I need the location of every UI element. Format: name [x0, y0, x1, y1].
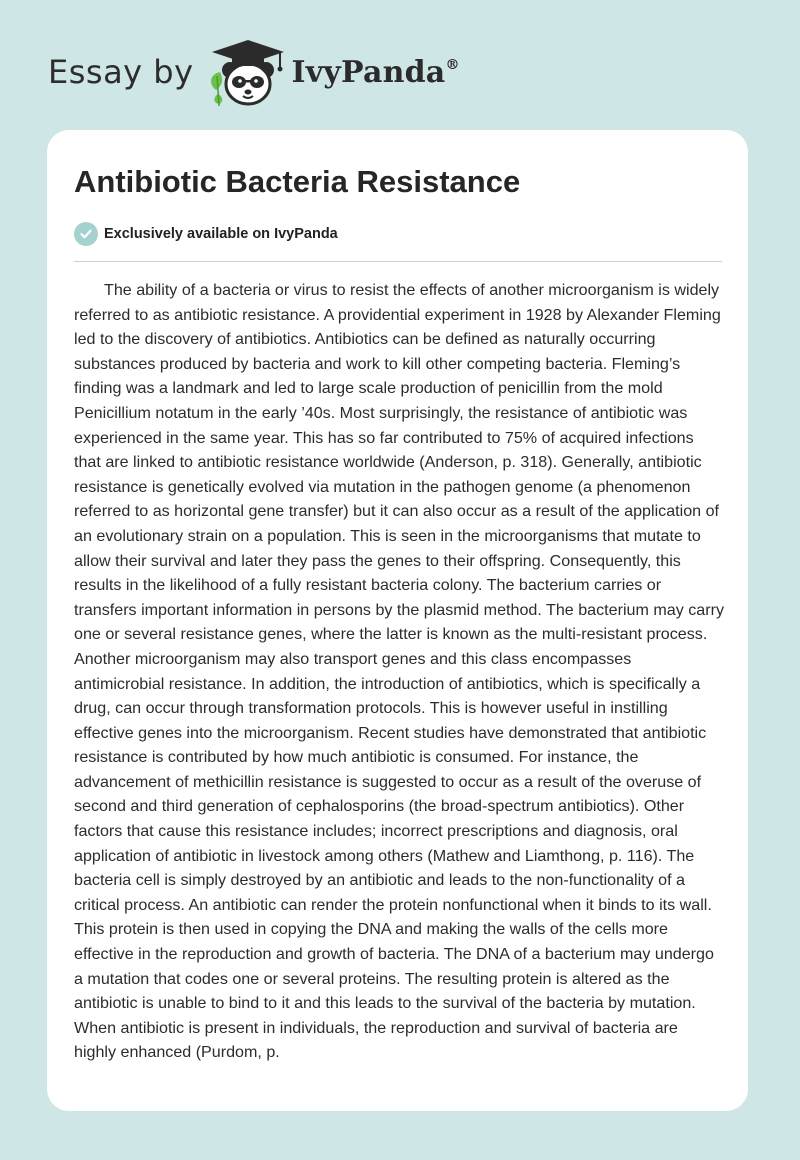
exclusive-badge	[74, 222, 338, 246]
essay-card	[47, 130, 748, 1111]
essay-by-label: Essay by	[48, 53, 194, 91]
site-header	[48, 36, 528, 108]
brand-name	[292, 55, 460, 90]
divider	[74, 261, 722, 262]
panda-graduate-icon	[206, 36, 290, 108]
check-circle-icon	[74, 222, 98, 246]
exclusive-badge-label: Exclusively available on IvyPanda	[104, 226, 338, 242]
essay-body: The ability of a bacteria or virus to resist the effects of another microorganism is widely referred to as antibiotic resistance. A providential experiment in 1928 by Alexander Fleming led to the discovery of antibiotics. Antibiotics can be defined as naturally occurring substances produced by bacteria and work to kill other competing bacteria. Fleming’s finding was a landmark and led to large scale production of penicillin from the mold Penicillium notatum in the early ’40s. Most surprisingly, the resistance of antibiotic was experienced in the same year. This has so far contributed to 75% of acquired infections that are linked to antibiotic resistance worldwide (Anderson, p. 318). Generally, antibiotic resistance is genetically evolved via mutation in the pathogen genome (a phenomenon referred to as horizontal gene transfer) but it can also occur as a result of the application of an evolutionary strain on a population. This is seen in the microorganisms that mutate to allow their survival and later they pass the genes to their offspring. Consequently, this results in the likelihood of a fully resistant bacteria colony. The bacterium carries or transfers important information in persons by the plasmid method. The bacterium may carry one or several resistance genes, where the latter is known as the multi-resistant process. Another microorganism may also transport genes and this class encompasses antimicrobial resistance. In addition, the introduction of antibiotics, which is specifically a drug, can occur through transformation protocols. This is however useful in instilling effective genes into the microorganism. Recent studies have demonstrated that antibiotic resistance is contributed by how much antibiotic is consumed. For instance, the advancement of methicillin resistance is suggested to occur as a result of the overuse of second and third generation of cephalosporins (the broad-spectrum antibiotics). Other factors that cause this resistance includes; incorrect prescriptions and diagnosis, oral application of antibiotic in livestock among others (Mathew and Liamthong, p. 116). The bacteria cell is simply destroyed by an antibiotic and leads to the non-functionality of a critical process. An antibiotic can render the protein nonfunctional when it binds to its wall. This protein is then used in copying the DNA and making the walls of the cells more effective in the reproduction and growth of bacteria. The DNA of a bacterium may undergo a mutation that codes one or several proteins. The resulting protein is altered as the antibiotic is unable to bind to it and this leads to the survival of the bacteria by mutation. When antibiotic is present in individuals, the reproduction and survival of bacteria are highly enhanced (Purdom, p.	[74, 281, 724, 1062]
essay-title: Antibiotic Bacteria Resistance	[74, 164, 521, 199]
registered-mark: ®	[445, 56, 460, 73]
brand-text: IvyPanda	[291, 54, 446, 90]
